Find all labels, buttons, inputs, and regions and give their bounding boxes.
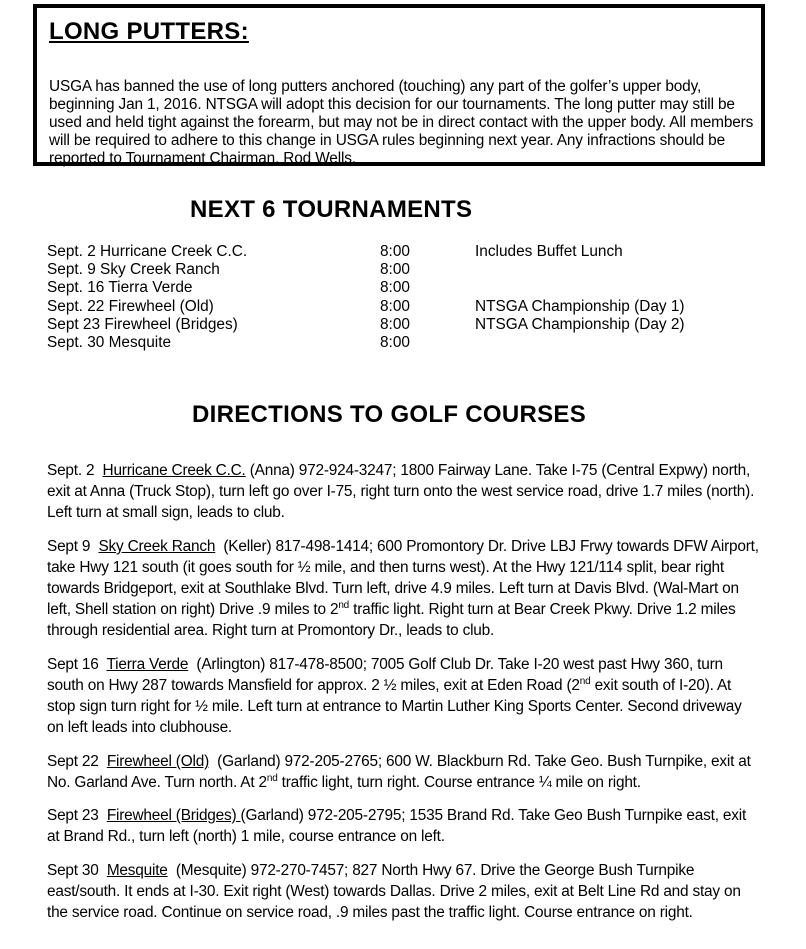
schedule-row [47, 334, 747, 352]
direction-text: traffic light, turn right. Course entrance ¼ mile on right. [277, 774, 641, 791]
direction-text: traffic light. Right turn at Bear Creek Pkwy. Drive 1.2 miles through residential area. Right turn at Promontory Dr., leads to club. [47, 601, 736, 639]
notice-body: USGA has banned the use of long putters anchored (touching) any part of the golfer’s upper body, beginning Jan 1, 2016. NTSGA will adopt this decision for our tournaments. The long putter may still be used and held tight against the forearm, but may not be in direct contact with the upper body. All members will be required to adhere to this change in USGA rules beginning next year. Any infractions should be reported to Tournament Chairman, Rod Wells. [49, 78, 754, 167]
direction-entry [47, 536, 762, 641]
schedule-row [47, 316, 747, 334]
course-name: Firewheel (Bridges) [106, 807, 241, 824]
schedule-event: Sept. 2 Hurricane Creek C.C. [47, 243, 248, 260]
long-putters-notice [33, 4, 765, 166]
course-name: Hurricane Creek C.C. [102, 462, 246, 479]
schedule-note: NTSGA Championship (Day 2) [475, 315, 685, 333]
direction-entry [47, 460, 762, 523]
course-name: Sky Creek Ranch [98, 538, 216, 555]
schedule-time: 8:00 [380, 261, 410, 279]
direction-text: (Anna) 972-924-3247; 1800 Fairway Lane. Take I-75 (Central Expwy) north, exit at Anna (Truck Stop), turn left go over I-75, right turn onto the west service road, drive 1.7 miles (north). Left turn at small sign, leads to club. [47, 462, 755, 521]
schedule-time: 8:00 [380, 243, 410, 260]
direction-entry [47, 654, 762, 738]
direction-date: Sept 23 [47, 807, 99, 824]
schedule-time: 8:00 [380, 297, 410, 315]
direction-date: Sept 16 [47, 656, 99, 673]
schedule-time: 8:00 [380, 315, 410, 333]
direction-entry [47, 860, 762, 923]
schedule-event: Sept 23 Firewheel (Bridges) [47, 315, 238, 333]
direction-entry [47, 751, 762, 793]
schedule-event: Sept. 16 Tierra Verde [47, 279, 193, 297]
schedule-time: 8:00 [380, 279, 410, 297]
schedule-row [47, 261, 747, 279]
schedule-note: NTSGA Championship (Day 1) [475, 297, 685, 315]
direction-text: (Arlington) 817-478-8500; 7005 Golf Club Dr. Take I-20 west past Hwy 360, turn south on Hwy 287 towards Mansfield for approx. 2 ½ miles, exit at Eden Road (2 [47, 656, 723, 694]
direction-date: Sept. 2 [47, 462, 95, 479]
direction-entry [47, 805, 762, 847]
ordinal-suffix: nd [579, 676, 591, 687]
schedule-event: Sept. 9 Sky Creek Ranch [47, 261, 220, 279]
schedule-note: Includes Buffet Lunch [475, 243, 623, 260]
ordinal-suffix: nd [266, 773, 278, 784]
direction-text: (Garland) 972-205-2795; 1535 Brand Rd. Take Geo Bush Turnpike east, exit at Brand Rd., turn left (north) 1 mile, course entrance on left. [47, 807, 747, 845]
direction-date: Sept 22 [47, 753, 99, 770]
direction-date: Sept 9 [47, 538, 91, 555]
direction-text: (Keller) 817-498-1414; 600 Promontory Dr. Drive LBJ Frwy towards DFW Airport, take Hwy 121 south (it goes south for ½ mile, and then turns west). At the Hwy 121/114 split, bear right towards Bridgeport, exit at Southlake Blvd. Turn left, drive 4.9 miles. Left turn at Davis Blvd. (Wal-Mart on left, Shell station on right) Drive .9 miles to 2 [47, 538, 759, 618]
course-name: Firewheel (Old) [106, 753, 210, 770]
direction-text: exit south of I-20). At stop sign turn right for ½ mile. Left turn at entrance to Martin Luther King Sports Center. Second driveway on left leads into clubhouse. [47, 677, 742, 736]
ordinal-suffix: nd [338, 600, 350, 611]
direction-text: (Mesquite) 972-270-7457; 827 North Hwy 67. Drive the George Bush Turnpike east/south. It ends at I-30. Exit right (West) towards Dallas. Drive 2 miles, exit at Belt Line Rd and stay on the service road. Continue on service road, .9 miles past the traffic light. Course entrance on right. [47, 862, 741, 921]
directions-title: DIRECTIONS TO GOLF COURSES [192, 401, 587, 428]
course-name: Tierra Verde [106, 656, 189, 673]
course-name: Mesquite [106, 862, 168, 879]
schedule-time: 8:00 [380, 333, 410, 351]
tournament-schedule [47, 243, 747, 352]
schedule-row [47, 243, 747, 261]
schedule-row [47, 298, 747, 316]
schedule-event: Sept. 22 Firewheel (Old) [47, 297, 214, 315]
direction-date: Sept 30 [47, 862, 99, 879]
schedule-event: Sept. 30 Mesquite [47, 333, 172, 351]
notice-title: LONG PUTTERS: [49, 18, 249, 45]
schedule-row [47, 279, 747, 297]
direction-text: (Garland) 972-205-2765; 600 W. Blackburn Rd. Take Geo. Bush Turnpike, exit at No. Garland Ave. Turn north. At 2 [47, 753, 751, 791]
tournaments-title: NEXT 6 TOURNAMENTS [190, 196, 473, 223]
